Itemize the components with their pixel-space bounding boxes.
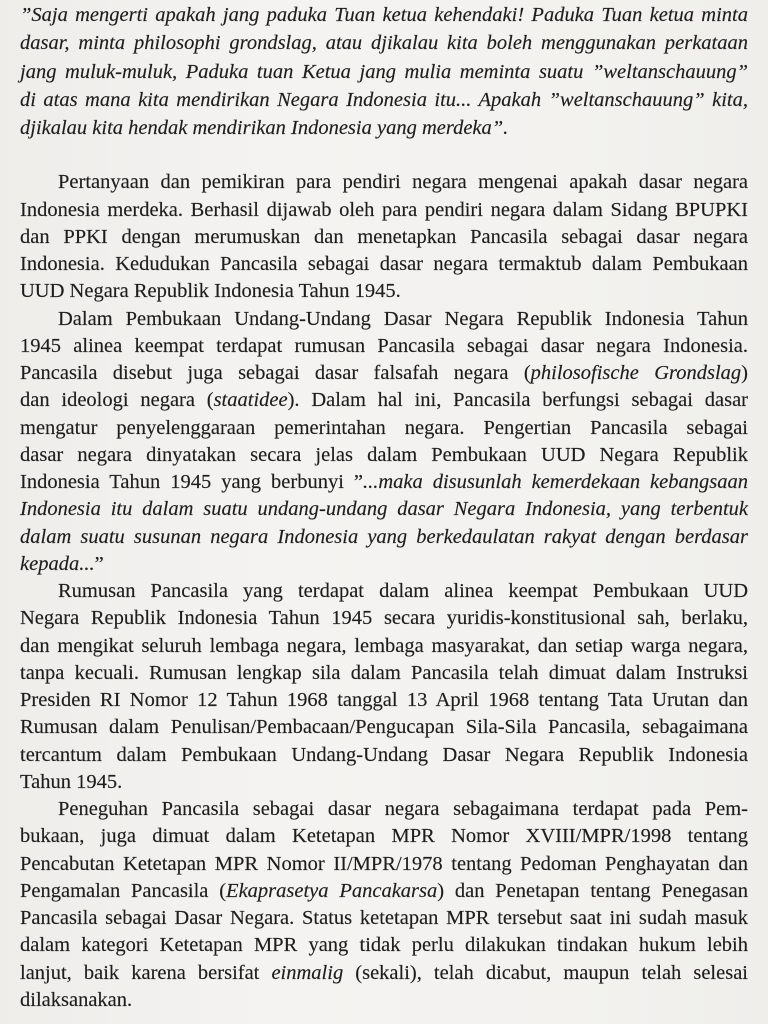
text-line (20, 769, 748, 796)
text-line (20, 687, 748, 714)
text-line (20, 905, 748, 932)
text-line (20, 169, 748, 196)
text-line (20, 224, 748, 251)
text-line (20, 578, 748, 605)
text-run: Pancasila disebut juga sebagai dasar falsafah negara ( (20, 362, 531, 385)
block-quote (20, 1, 748, 142)
text-run: mengatur penyelenggaraan pemerintahan negara. Pengertian Pancasila sebagai (20, 416, 748, 439)
text-line (20, 551, 748, 578)
text-line (20, 524, 748, 551)
text-run: Presiden RI Nomor 12 Tahun 1968 tanggal 13 April 1968 tentang Tata Urutan dan (20, 689, 748, 712)
text-run: Indonesia Tahun 1945 yang berbunyi ” (20, 471, 363, 494)
text-line (20, 278, 748, 305)
text-line (20, 387, 748, 414)
text-line (20, 987, 748, 1014)
text-run: tanpa kecuali. Rumusan lengkap sila dalam Pancasila telah dimuat dalam Instruksi (20, 661, 748, 684)
italic-text-run: kepada... (20, 552, 95, 575)
text-line (20, 1, 748, 29)
text-run: 1945 alinea keempat terdapat rumusan Pancasila sebagai dasar negara Indonesia. (20, 334, 748, 357)
italic-text-run: Ekaprasetya Pancakarsa (226, 879, 438, 902)
text-line (20, 29, 748, 57)
text-run: dasar negara dinyatakan secara jelas dalam Pembukaan UUD Negara Republik (20, 443, 748, 466)
italic-text-run: staatidee (213, 389, 288, 412)
text-line (20, 360, 748, 387)
body-text (20, 169, 748, 1014)
text-run: ). Dalam hal ini, Pancasila berfungsi sebagai dasar (287, 389, 748, 412)
italic-text-run: djikalau kita hendak mendirikan Indonesia yang merdeka”. (20, 117, 509, 140)
text-run: dan ideologi negara ( (20, 389, 214, 412)
text-line (20, 660, 748, 687)
text-run: Indonesia. Kedudukan Pancasila sebagai dasar negara termaktub dalam Pembukaan (20, 253, 748, 276)
italic-text-run: einmalig (271, 961, 344, 984)
body-paragraph (20, 578, 748, 796)
text-line (20, 58, 748, 86)
text-line (20, 823, 748, 850)
text-run: Peneguhan Pancasila sebagai dasar negara sebagaimana terdapat pada Pem- (58, 798, 748, 821)
text-line (20, 742, 748, 769)
text-run: Pancasila sebagai Dasar Negara. Status ketetapan MPR tersebut saat ini sudah masuk (20, 907, 748, 930)
text-run: Rumusan dalam Penulisan/Pembacaan/Pengucapan Sila-Sila Pancasila, sebagaimana (20, 716, 748, 739)
text-run: Pengamalan Pancasila ( (20, 879, 227, 902)
text-run: lanjut, baik karena bersifat (20, 961, 272, 984)
text-line (20, 878, 748, 905)
text-line (20, 496, 748, 523)
text-run: UUD Negara Republik Indonesia Tahun 1945. (20, 280, 401, 303)
text-run: dilaksanakan. (20, 988, 133, 1011)
body-paragraph (20, 169, 748, 305)
text-run: Indonesia merdeka. Berhasil dijawab oleh para pendiri negara dalam Sidang BPUPKI (20, 198, 748, 221)
text-run: Tahun 1945. (20, 770, 123, 793)
text-run: Negara Republik Indonesia Tahun 1945 secara yuridis-konstitusional sah, berlaku, (20, 607, 748, 630)
text-line (20, 851, 748, 878)
text-line (20, 251, 748, 278)
italic-text-run: dalam suatu susunan negara Indonesia yang berkedaulatan rakyat dengan berdasar (20, 525, 748, 548)
text-line (20, 633, 748, 660)
text-run: Pencabutan Ketetapan MPR Nomor II/MPR/1978 tentang Pedoman Penghayatan dan (20, 852, 748, 875)
text-run: ) (741, 362, 748, 385)
text-run: dalam kategori Ketetapan MPR yang tidak perlu dilakukan tindakan hukum lebih (20, 934, 748, 957)
text-line (20, 714, 748, 741)
text-line (20, 333, 748, 360)
text-run: Rumusan Pancasila yang terdapat dalam alinea keempat Pembukaan UUD (58, 580, 748, 603)
text-line (20, 86, 748, 114)
text-run: ” (94, 552, 104, 575)
text-run: Dalam Pembukaan Undang-Undang Dasar Negara Republik Indonesia Tahun (58, 307, 748, 330)
text-run: dan mengikat seluruh lembaga negara, lembaga masyarakat, dan setiap warga negara, (20, 634, 748, 657)
italic-text-run: dasar, minta philosophi grondslag, atau djikalau kita boleh menggunakan perkataan (20, 32, 748, 55)
italic-text-run: ”Saja mengerti apakah jang paduka Tuan ketua kehendaki! Paduka Tuan ketua minta (20, 4, 748, 26)
text-line (20, 932, 748, 959)
text-line (20, 960, 748, 987)
text-run: dan PPKI dengan merumuskan dan menetapkan Pancasila sebagai dasar negara (20, 225, 748, 248)
text-run: Pertanyaan dan pemikiran para pendiri negara mengenai apakah dasar negara (58, 171, 748, 194)
italic-text-run: jang muluk-muluk, Paduka tuan Ketua jang mulia meminta suatu ”weltanschauung” (20, 60, 748, 83)
body-paragraph (20, 306, 748, 579)
text-line (20, 306, 748, 333)
text-line (20, 796, 748, 823)
text-line (20, 442, 748, 469)
text-line (20, 605, 748, 632)
text-run: bukaan, juga dimuat dalam Ketetapan MPR Nomor XVIII/MPR/1998 tentang (20, 825, 748, 848)
italic-text-run: philosofische Grondslag (530, 362, 742, 385)
body-paragraph (20, 796, 748, 1014)
text-line (20, 197, 748, 224)
text-run: ) dan Penetapan tentang Penegasan (437, 879, 748, 902)
text-line (20, 415, 748, 442)
italic-text-run: di atas mana kita mendirikan Negara Indonesia itu... Apakah ”weltanschauung” kita, (20, 88, 748, 111)
text-run: tercantum dalam Pembukaan Undang-Undang Dasar Negara Republik Indonesia (20, 743, 748, 766)
text-line (20, 469, 748, 496)
italic-text-run: ...maka disusunlah kemerdekaan kebangsaan (362, 471, 748, 494)
italic-text-run: Indonesia itu dalam suatu undang-undang dasar Negara Indonesia, yang terbentuk (20, 498, 748, 521)
text-run: (sekali), telah dicabut, maupun telah selesai (343, 961, 748, 984)
text-line (20, 114, 748, 142)
